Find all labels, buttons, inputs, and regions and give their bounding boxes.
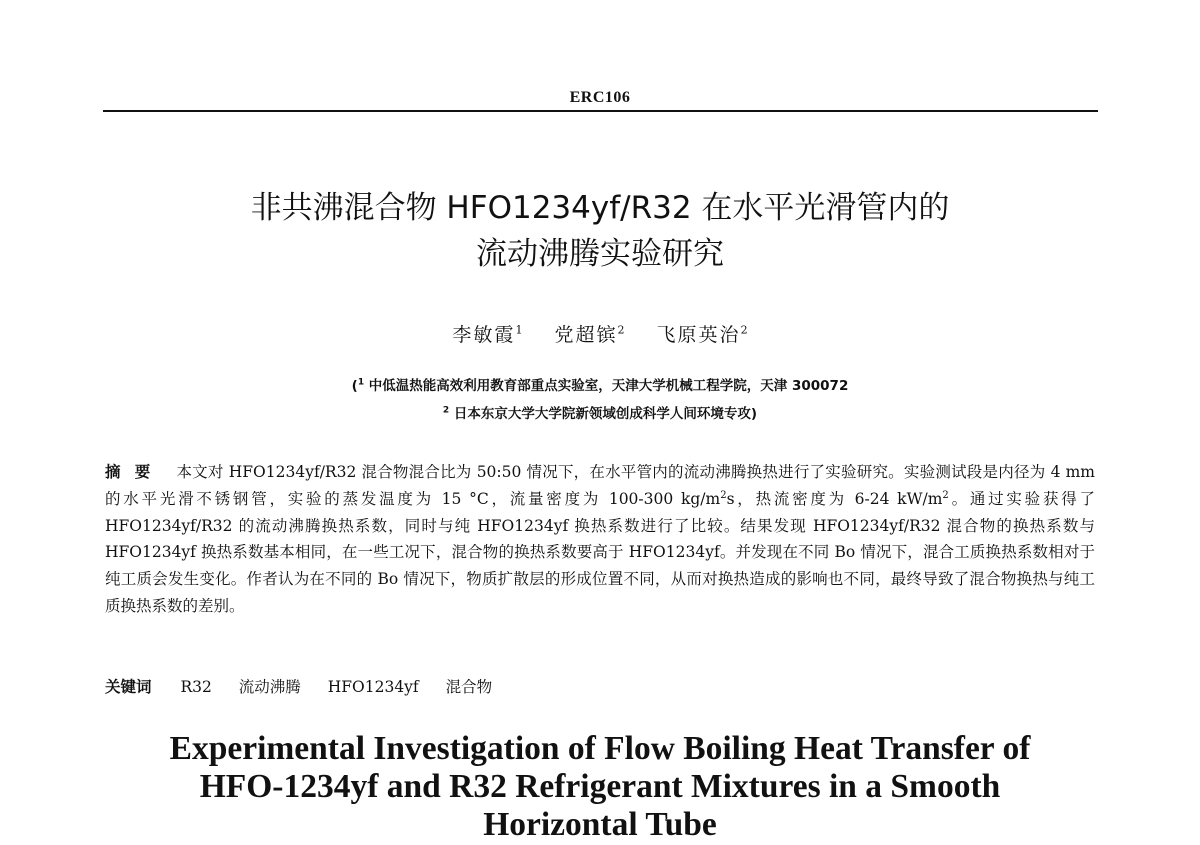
header-rule: [103, 110, 1098, 112]
english-title-line-2: HFO-1234yf and R32 Refrigerant Mixtures in a Smooth: [199, 768, 1001, 805]
keyword-item: 混合物: [445, 678, 493, 696]
abstract: 摘要 本文对 HFO1234yf/R32 混合物混合比为 50:50 情况下，在水平管内的流动沸腾换热进行了实验研究。实验测试段是内径为 4 mm 的水平光滑不锈钢管，实验的蒸发温度为 15 °C，流量密度为 100-300 $kg/m^2s$，热流密度为 6-24 $kW/m^2$。通过实验获得了 HFO1234yf/R32 的流动沸腾换热系数，同时与纯 HFO1234yf 换热系数进行了比较。结果发现 HFO1234yf/R32 混合物的换热系数与 HFO1234yf 换热系数基本相同，在一些工况下，混合物的换热系数要高于 HFO1234yf。并发现在不同 Bo 情况下，混合工质换热系数相对于纯工质会发生变化。作者认为在不同的 Bo 情况下，物质扩散层的形成位置不同，从而对换热造成的影响也不同，最终导致了混合物换热与纯工质换热系数的差别。: [105, 462, 1096, 615]
affiliation-2: $^2$ 日本东京大学大学院新领域创成科学人间环境专攻): [442, 405, 758, 422]
author-1: 李敏霞$^1$: [452, 323, 523, 346]
keywords: [105, 675, 1095, 697]
author-3-mark: 2: [740, 323, 748, 337]
running-header: ERC106: [569, 89, 631, 106]
author-3: 飞原英治$^2$: [656, 323, 748, 346]
keyword-item: HFO1234yf: [327, 678, 419, 696]
chinese-title-line-1: 非共沸混合物 HFO1234yf/R32 在水平光滑管内的: [250, 190, 950, 226]
keywords-label: 关键词: [105, 677, 152, 696]
keyword-item: 流动沸腾: [238, 678, 301, 696]
author-1-mark: 1: [515, 323, 523, 337]
keyword-item: R32: [180, 678, 212, 696]
english-title: [0, 730, 1200, 844]
chinese-title-line-2: 流动沸腾实验研究: [476, 236, 724, 272]
english-title-line-1: Experimental Investigation of Flow Boiling Heat Transfer of: [169, 730, 1031, 767]
abstract-label: 摘要: [105, 462, 165, 481]
author-2: 党超镔$^2$: [554, 323, 625, 346]
author-list: [0, 320, 1200, 347]
author-2-mark: 2: [617, 323, 625, 337]
affiliation-1: ($^1$ 中低温热能高效利用教育部重点实验室，天津大学机械工程学院，天津 300072: [351, 377, 849, 394]
english-title-line-3: Horizontal Tube: [483, 806, 717, 843]
chinese-title: [0, 185, 1200, 277]
